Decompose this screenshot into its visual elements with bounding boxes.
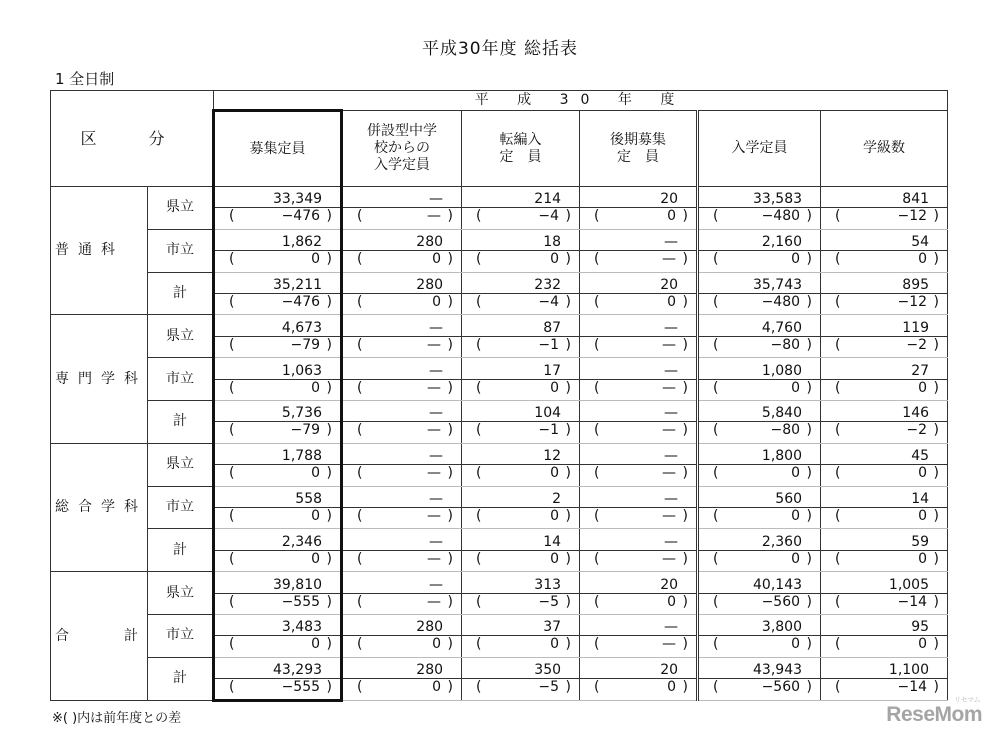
value-cell: 2,346	[214, 529, 342, 550]
diff-cell: ( 0 )	[821, 465, 948, 486]
diff-value: −480	[761, 208, 801, 225]
value-cell: 560	[698, 486, 821, 507]
diff-cell: ( 0 )	[214, 465, 342, 486]
row-type-label: 計	[148, 529, 214, 572]
value-cell: 895	[821, 272, 948, 293]
value-cell: 5,840	[698, 400, 821, 421]
value-cell: 280	[342, 615, 462, 636]
diff-cell: ( 0 )	[698, 507, 821, 528]
diff-value: 0	[791, 379, 801, 396]
value-cell: 146	[821, 400, 948, 421]
value-cell: 4,760	[698, 315, 821, 336]
value-cell: 43,943	[698, 657, 821, 678]
diff-cell: ( — )	[580, 507, 698, 528]
diff-value: 0	[667, 208, 677, 225]
diff-cell: ( −2 )	[821, 422, 948, 443]
diff-cell: ( 0 )	[214, 636, 342, 657]
row-type-label: 市立	[148, 486, 214, 529]
diff-value: 0	[311, 550, 321, 567]
diff-cell: ( 0 )	[821, 507, 948, 528]
value-cell: 17	[462, 358, 580, 379]
value-cell: —	[342, 486, 462, 507]
diff-value: 0	[791, 550, 801, 567]
value-cell: —	[580, 400, 698, 421]
diff-cell: ( −12 )	[821, 208, 948, 229]
diff-value: —	[427, 379, 442, 396]
diff-value: 0	[667, 293, 677, 310]
diff-cell: ( −14 )	[821, 679, 948, 701]
diff-value: −12	[897, 293, 928, 310]
diff-value: −560	[761, 679, 801, 696]
diff-value: −80	[770, 336, 801, 353]
value-cell: 232	[462, 272, 580, 293]
diff-value: −476	[281, 293, 321, 310]
logo-text: ReseMom	[886, 703, 982, 726]
diff-cell: ( −1 )	[462, 422, 580, 443]
value-cell: 45	[821, 443, 948, 464]
diff-value: −12	[897, 208, 928, 225]
value-cell: —	[342, 443, 462, 464]
diff-value: 0	[432, 293, 442, 310]
diff-cell: ( −555 )	[214, 679, 342, 701]
diff-cell: ( −80 )	[698, 336, 821, 357]
value-cell: 27	[821, 358, 948, 379]
value-cell: 20	[580, 186, 698, 207]
value-cell: —	[580, 615, 698, 636]
diff-value: —	[427, 465, 442, 482]
value-cell: 35,211	[214, 272, 342, 293]
diff-cell: ( 0 )	[462, 507, 580, 528]
diff-cell: ( 0 )	[698, 465, 821, 486]
value-cell: 5,736	[214, 400, 342, 421]
diff-cell: ( — )	[342, 422, 462, 443]
diff-cell: ( −79 )	[214, 336, 342, 357]
value-cell: 40,143	[698, 572, 821, 593]
value-cell: —	[342, 186, 462, 207]
value-cell: 87	[462, 315, 580, 336]
diff-value: −560	[761, 593, 801, 610]
diff-value: 0	[311, 465, 321, 482]
diff-value: 0	[667, 593, 677, 610]
diff-value: −80	[770, 422, 801, 439]
diff-value: —	[662, 465, 677, 482]
diff-cell: ( 0 )	[821, 379, 948, 400]
value-cell: —	[580, 443, 698, 464]
diff-cell: ( −4 )	[462, 293, 580, 314]
footnote: ※( )内は前年度との差	[52, 711, 182, 726]
diff-cell: ( −12 )	[821, 293, 948, 314]
diff-cell: ( −560 )	[698, 593, 821, 614]
value-cell: 3,483	[214, 615, 342, 636]
diff-cell: ( −555 )	[214, 593, 342, 614]
diff-cell: ( 0 )	[462, 550, 580, 571]
diff-cell: ( — )	[580, 422, 698, 443]
value-cell: 280	[342, 657, 462, 678]
value-cell: —	[580, 315, 698, 336]
value-cell: —	[580, 486, 698, 507]
diff-cell: ( — )	[580, 465, 698, 486]
diff-value: −5	[538, 679, 560, 696]
row-type-label: 市立	[148, 615, 214, 658]
diff-value: —	[662, 636, 677, 653]
col-header-boshu-teiin: 募集定員	[214, 111, 342, 186]
diff-value: 0	[791, 507, 801, 524]
diff-value: −4	[538, 293, 560, 310]
diff-value: 0	[918, 465, 928, 482]
diff-cell: ( 0 )	[698, 379, 821, 400]
row-type-label: 県立	[148, 315, 214, 358]
value-cell: 558	[214, 486, 342, 507]
diff-value: 0	[311, 379, 321, 396]
diff-cell: ( −5 )	[462, 679, 580, 701]
diff-value: −4	[538, 208, 560, 225]
diff-value: 0	[311, 251, 321, 268]
value-cell: —	[342, 400, 462, 421]
diff-value: −79	[290, 336, 321, 353]
diff-cell: ( — )	[342, 507, 462, 528]
diff-cell: ( — )	[342, 593, 462, 614]
row-type-label: 計	[148, 400, 214, 443]
diff-value: —	[427, 336, 442, 353]
value-cell: 39,810	[214, 572, 342, 593]
value-cell: 313	[462, 572, 580, 593]
diff-cell: ( — )	[580, 336, 698, 357]
diff-cell: ( −79 )	[214, 422, 342, 443]
kubun-header: 区 分	[51, 91, 214, 187]
diff-value: 0	[550, 507, 560, 524]
diff-value: 0	[791, 251, 801, 268]
row-type-label: 市立	[148, 229, 214, 272]
diff-value: —	[427, 593, 442, 610]
diff-value: −14	[897, 679, 928, 696]
diff-cell: ( 0 )	[214, 507, 342, 528]
value-cell: 18	[462, 229, 580, 250]
value-cell: —	[580, 358, 698, 379]
diff-value: 0	[550, 465, 560, 482]
diff-value: —	[427, 550, 442, 567]
value-cell: 54	[821, 229, 948, 250]
diff-value: 0	[918, 550, 928, 567]
diff-value: −476	[281, 208, 321, 225]
diff-cell: ( 0 )	[462, 465, 580, 486]
diff-cell: ( — )	[342, 465, 462, 486]
diff-value: −555	[281, 679, 321, 696]
diff-cell: ( 0 )	[698, 251, 821, 272]
category-label: 合 計	[51, 572, 148, 701]
row-type-label: 県立	[148, 572, 214, 615]
summary-table	[50, 90, 948, 702]
diff-value: 0	[918, 379, 928, 396]
diff-cell: ( 0 )	[342, 251, 462, 272]
diff-value: −5	[538, 593, 560, 610]
value-cell: 3,800	[698, 615, 821, 636]
value-cell: —	[580, 529, 698, 550]
diff-cell: ( 0 )	[214, 379, 342, 400]
logo-tag: リセマム	[954, 697, 980, 704]
diff-value: −2	[906, 336, 928, 353]
diff-value: —	[427, 422, 442, 439]
col-header-tenhennyu-teiin: 転編入 定 員	[462, 111, 580, 186]
diff-cell: ( 0 )	[462, 251, 580, 272]
diff-value: −480	[761, 293, 801, 310]
diff-cell: ( 0 )	[698, 636, 821, 657]
value-cell: 20	[580, 657, 698, 678]
diff-cell: ( 0 )	[580, 679, 698, 701]
page-title: 平成30年度 総括表	[421, 39, 579, 59]
diff-value: −555	[281, 593, 321, 610]
value-cell: 14	[462, 529, 580, 550]
value-cell: 20	[580, 572, 698, 593]
diff-cell: ( — )	[580, 550, 698, 571]
diff-value: 0	[311, 507, 321, 524]
value-cell: 1,788	[214, 443, 342, 464]
category-label: 普通科	[51, 186, 148, 314]
value-cell: 280	[342, 272, 462, 293]
diff-cell: ( 0 )	[698, 550, 821, 571]
diff-cell: ( −4 )	[462, 208, 580, 229]
value-cell: 4,673	[214, 315, 342, 336]
diff-cell: ( 0 )	[821, 251, 948, 272]
diff-value: 0	[918, 507, 928, 524]
diff-value: −1	[538, 422, 560, 439]
diff-cell: ( — )	[342, 208, 462, 229]
value-cell: 1,005	[821, 572, 948, 593]
diff-cell: ( −476 )	[214, 208, 342, 229]
diff-value: —	[662, 379, 677, 396]
diff-value: —	[662, 422, 677, 439]
diff-value: 0	[311, 636, 321, 653]
diff-cell: ( — )	[342, 550, 462, 571]
value-cell: 12	[462, 443, 580, 464]
diff-cell: ( −80 )	[698, 422, 821, 443]
col-header-nyugaku-teiin: 入学定員	[698, 111, 821, 186]
diff-cell: ( −480 )	[698, 293, 821, 314]
diff-cell: ( −1 )	[462, 336, 580, 357]
diff-cell: ( 0 )	[214, 550, 342, 571]
col-header-gakkyu-su: 学級数	[821, 111, 948, 186]
diff-value: —	[427, 507, 442, 524]
value-cell: —	[342, 315, 462, 336]
diff-value: 0	[550, 379, 560, 396]
value-cell: 33,583	[698, 186, 821, 207]
diff-value: 0	[550, 636, 560, 653]
diff-value: 0	[918, 251, 928, 268]
diff-value: 0	[667, 679, 677, 696]
row-type-label: 県立	[148, 186, 214, 229]
value-cell: 1,080	[698, 358, 821, 379]
value-cell: —	[580, 229, 698, 250]
col-header-heisetsu-teiin: 併設型中学 校からの 入学定員	[342, 111, 462, 186]
diff-cell: ( 0 )	[342, 636, 462, 657]
diff-cell: ( −476 )	[214, 293, 342, 314]
diff-cell: ( 0 )	[580, 208, 698, 229]
value-cell: 1,063	[214, 358, 342, 379]
diff-cell: ( — )	[580, 379, 698, 400]
diff-cell: ( −5 )	[462, 593, 580, 614]
diff-value: 0	[432, 251, 442, 268]
diff-value: 0	[550, 550, 560, 567]
diff-cell: ( — )	[580, 251, 698, 272]
diff-cell: ( — )	[580, 636, 698, 657]
diff-cell: ( 0 )	[342, 679, 462, 701]
value-cell: 20	[580, 272, 698, 293]
row-type-label: 県立	[148, 443, 214, 486]
col-header-kouki-teiin: 後期募集 定 員	[580, 111, 698, 186]
diff-cell: ( — )	[342, 379, 462, 400]
value-cell: 35,743	[698, 272, 821, 293]
diff-value: —	[662, 507, 677, 524]
value-cell: 37	[462, 615, 580, 636]
value-cell: —	[342, 529, 462, 550]
category-label: 総合学科	[51, 443, 148, 571]
value-cell: 1,800	[698, 443, 821, 464]
diff-cell: ( −480 )	[698, 208, 821, 229]
value-cell: —	[342, 358, 462, 379]
value-cell: 95	[821, 615, 948, 636]
diff-value: 0	[550, 251, 560, 268]
diff-value: 0	[791, 465, 801, 482]
value-cell: 119	[821, 315, 948, 336]
value-cell: 43,293	[214, 657, 342, 678]
diff-cell: ( 0 )	[580, 593, 698, 614]
diff-cell: ( 0 )	[342, 293, 462, 314]
era-header: 平 成 30 年 度	[214, 91, 948, 111]
value-cell: 33,349	[214, 186, 342, 207]
value-cell: 104	[462, 400, 580, 421]
diff-value: −1	[538, 336, 560, 353]
resemom-logo	[886, 697, 982, 727]
value-cell: 14	[821, 486, 948, 507]
diff-value: −2	[906, 422, 928, 439]
diff-cell: ( 0 )	[214, 251, 342, 272]
diff-cell: ( −2 )	[821, 336, 948, 357]
diff-value: —	[662, 251, 677, 268]
value-cell: 2	[462, 486, 580, 507]
diff-value: −79	[290, 422, 321, 439]
row-type-label: 計	[148, 657, 214, 700]
value-cell: 350	[462, 657, 580, 678]
value-cell: 280	[342, 229, 462, 250]
value-cell: 2,160	[698, 229, 821, 250]
value-cell: 59	[821, 529, 948, 550]
diff-value: —	[662, 550, 677, 567]
diff-cell: ( — )	[342, 336, 462, 357]
value-cell: 2,360	[698, 529, 821, 550]
diff-cell: ( 0 )	[821, 550, 948, 571]
diff-cell: ( −560 )	[698, 679, 821, 701]
diff-value: 0	[791, 636, 801, 653]
diff-value: —	[662, 336, 677, 353]
diff-value: 0	[432, 636, 442, 653]
diff-value: 0	[918, 636, 928, 653]
diff-value: 0	[432, 679, 442, 696]
diff-cell: ( 0 )	[462, 636, 580, 657]
diff-cell: ( 0 )	[462, 379, 580, 400]
value-cell: 214	[462, 186, 580, 207]
diff-value: —	[427, 208, 442, 225]
diff-value: −14	[897, 593, 928, 610]
row-type-label: 計	[148, 272, 214, 315]
row-type-label: 市立	[148, 358, 214, 401]
value-cell: 1,862	[214, 229, 342, 250]
value-cell: 841	[821, 186, 948, 207]
section-heading: 1 全日制	[55, 70, 115, 88]
category-label: 専門学科	[51, 315, 148, 443]
value-cell: —	[342, 572, 462, 593]
diff-cell: ( 0 )	[821, 636, 948, 657]
diff-cell: ( 0 )	[580, 293, 698, 314]
value-cell: 1,100	[821, 657, 948, 678]
diff-cell: ( −14 )	[821, 593, 948, 614]
